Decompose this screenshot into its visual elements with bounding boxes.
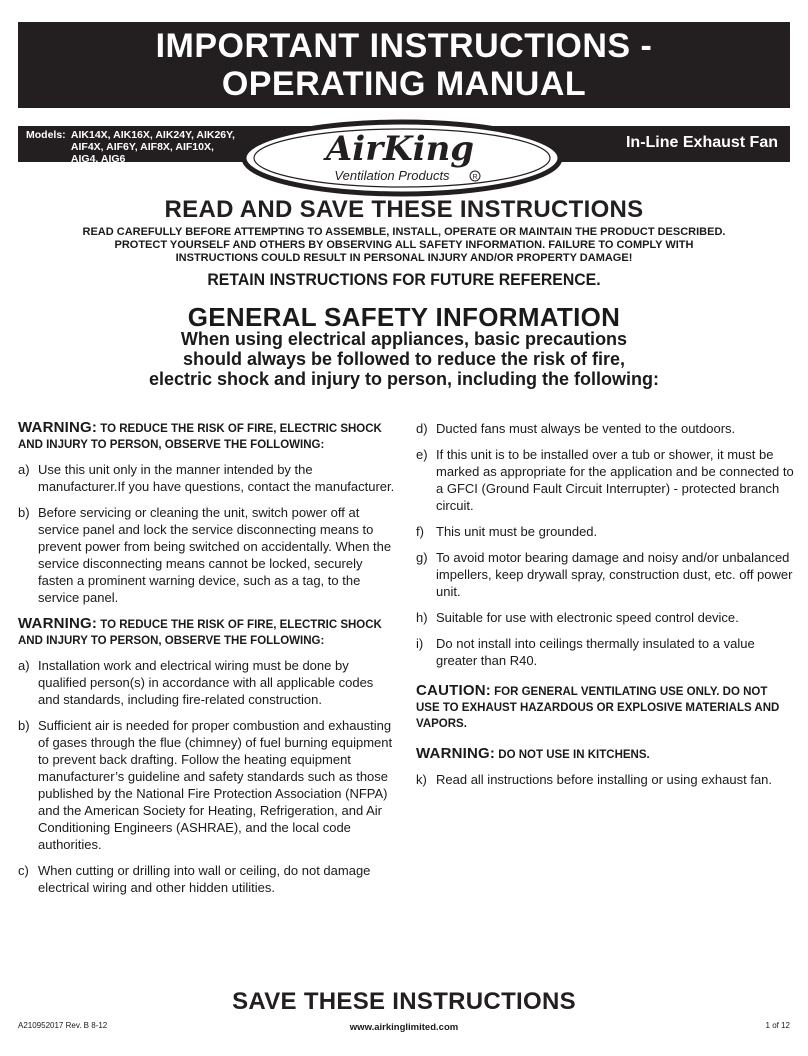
warning-keyword: WARNING: xyxy=(416,745,496,762)
item-text: Do not install into ceilings thermally insulated to a value greater than R40. xyxy=(436,636,755,668)
caution-keyword: CAUTION: xyxy=(416,682,491,699)
models-line: AIK14X, AIK16X, AIK24Y, AIK26Y, xyxy=(70,129,235,141)
warning-block xyxy=(18,616,396,649)
list-item xyxy=(18,461,396,495)
save-instructions-footer: SAVE THESE INSTRUCTIONS xyxy=(232,988,576,1015)
item-text: Read all instructions before installing or using exhaust fan. xyxy=(436,772,773,787)
item-text: Use this unit only in the manner intended by the manufacturer.If you have questions, contact the manufacturer. xyxy=(38,462,395,494)
item-text: Installation work and electrical wiring must be done by qualified person(s) in accordance with all applicable codes and standards, including fire-related construction. xyxy=(38,658,374,707)
item-letter: k) xyxy=(416,772,427,787)
website-link[interactable]: www.airkinglimited.com xyxy=(349,1022,459,1033)
item-letter: i) xyxy=(416,636,424,651)
item-text: Suitable for use with electronic speed control device. xyxy=(436,610,739,625)
read-warning-line: INSTRUCTIONS COULD RESULT IN PERSONAL INJURY AND/OR PROPERTY DAMAGE! xyxy=(175,252,633,264)
list-item xyxy=(18,504,396,606)
item-text: Before servicing or cleaning the unit, switch power off at service panel and lock the service disconnecting means to prevent power from being switched on accidentally. When the service disconnecting means cannot be locked, securely fasten a prominent warning device, such as a tag, to the service panel. xyxy=(38,505,392,605)
right-column xyxy=(416,420,794,797)
list-item xyxy=(416,549,794,600)
title-line-2: OPERATING MANUAL xyxy=(221,65,587,103)
subheading-line: electric shock and injury to person, including the following: xyxy=(148,369,660,389)
product-name: In-Line Exhaust Fan xyxy=(625,134,778,151)
item-letter: b) xyxy=(18,718,30,733)
retain-notice: RETAIN INSTRUCTIONS FOR FUTURE REFERENCE. xyxy=(207,270,601,289)
item-text: If this unit is to be installed over a tub or shower, it must be marked as appropriate for the application and be connected to a GFCI (Ground Fault Circuit Interrupter) - protected branch circuit. xyxy=(436,447,794,513)
item-text: To avoid motor bearing damage and noisy and/or unbalanced impellers, keep drywall spray, construction dust, etc. off power unit. xyxy=(436,550,793,599)
caution-text: FOR GENERAL VENTILATING USE ONLY. DO NOT USE TO EXHAUST HAZARDOUS OR EXPLOSIVE MATERIALS AND VAPORS. xyxy=(416,686,780,730)
page-number: 1 of 12 xyxy=(765,1021,790,1030)
read-warning-line: PROTECT YOURSELF AND OTHERS BY OBSERVING ALL SAFETY INFORMATION. FAILURE TO COMPLY WITH xyxy=(114,239,694,251)
item-letter: b) xyxy=(18,505,30,520)
item-letter: c) xyxy=(18,863,29,878)
warning-keyword: WARNING: xyxy=(18,419,98,436)
item-text: Ducted fans must always be vented to the outdoors. xyxy=(436,421,736,436)
item-text: This unit must be grounded. xyxy=(436,524,598,539)
read-warning xyxy=(20,226,788,265)
read-save-heading: READ AND SAVE THESE INSTRUCTIONS xyxy=(164,196,644,223)
subheading-line: When using electrical appliances, basic precautions xyxy=(180,329,628,349)
list-item xyxy=(18,862,396,896)
read-warning-line: READ CAREFULLY BEFORE ATTEMPTING TO ASSEMBLE, INSTALL, OPERATE OR MAINTAIN THE PRODUCT DESCRIBED. xyxy=(82,226,726,238)
item-letter: e) xyxy=(416,447,428,462)
general-safety-heading: GENERAL SAFETY INFORMATION xyxy=(187,302,621,332)
item-letter: f) xyxy=(416,524,424,539)
item-letter: a) xyxy=(18,658,30,673)
list-item xyxy=(416,609,794,626)
item-letter: g) xyxy=(416,550,428,565)
warning-text: DO NOT USE IN KITCHENS. xyxy=(498,749,650,761)
document-id: A210952017 Rev. B 8-12 xyxy=(18,1021,108,1030)
list-item xyxy=(18,657,396,708)
item-text: Sufficient air is needed for proper combustion and exhausting of gases through the flue (chimney) of fuel burning equipment to prevent back drafting. Follow the heating equipment manufacturer’s guideline and safety standards such as those published by the National Fire Protection Association (NFPA) and the American Society for Heating, Refrigeration, and Air Conditioning Engineers (ASHRAE), and the local code authorities. xyxy=(38,718,393,852)
models-line: AIF4X, AIF6Y, AIF8X, AIF10X, xyxy=(70,141,214,153)
general-safety-subheading xyxy=(0,329,808,389)
models-line: AIG4, AIG6 xyxy=(70,153,126,165)
item-text: When cutting or drilling into wall or ceiling, do not damage electrical wiring and other hidden utilities. xyxy=(38,863,371,895)
item-letter: d) xyxy=(416,421,428,436)
list-item xyxy=(416,420,794,437)
logo-brand: AirKing xyxy=(325,129,475,169)
logo-tagline: Ventilation Products xyxy=(334,168,450,183)
models-list xyxy=(26,129,235,165)
caution-block xyxy=(416,683,794,732)
registered-mark: R xyxy=(472,174,478,181)
list-item xyxy=(416,635,794,669)
models-label: Models: xyxy=(26,129,66,141)
list-item xyxy=(416,446,794,514)
air-king-logo xyxy=(240,118,565,198)
list-item xyxy=(416,771,794,788)
item-letter: h) xyxy=(416,610,428,625)
warning-keyword: WARNING: xyxy=(18,615,98,632)
title-line-1: IMPORTANT INSTRUCTIONS - xyxy=(155,27,653,65)
warning-block xyxy=(18,420,396,453)
title-banner xyxy=(18,22,790,108)
list-item xyxy=(18,717,396,853)
warning-block xyxy=(416,746,794,763)
item-letter: a) xyxy=(18,462,30,477)
subheading-line: should always be followed to reduce the risk of fire, xyxy=(182,349,626,369)
warning-text: TO REDUCE THE RISK OF FIRE, ELECTRIC SHOCK AND INJURY TO PERSON, OBSERVE THE FOLLOWING: xyxy=(18,423,382,451)
warning-text: TO REDUCE THE RISK OF FIRE, ELECTRIC SHOCK AND INJURY TO PERSON, OBSERVE THE FOLLOWING: xyxy=(18,619,382,647)
left-column xyxy=(18,420,396,905)
list-item xyxy=(416,523,794,540)
